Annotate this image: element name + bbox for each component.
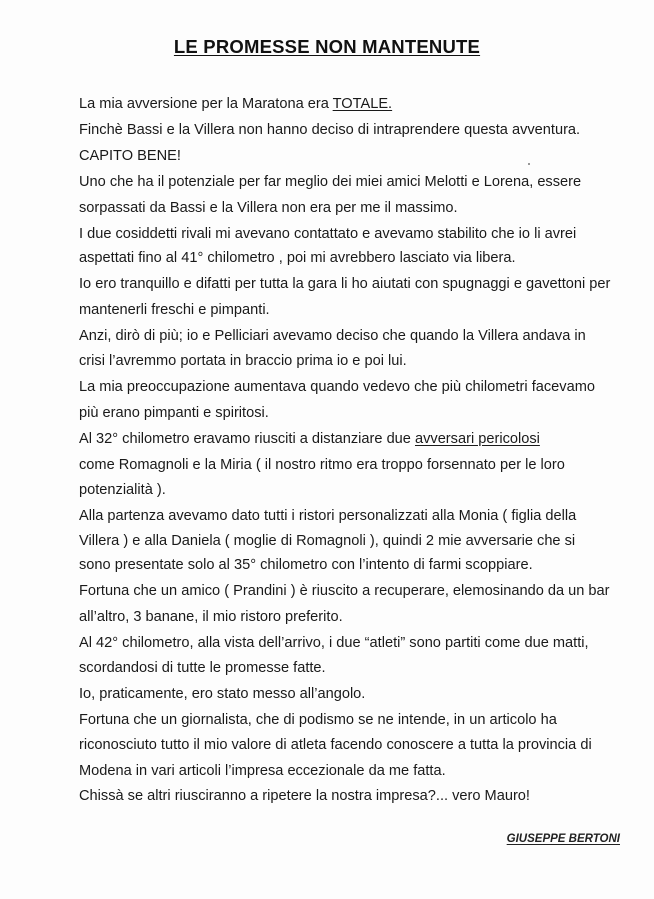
text-line: Finchè Bassi e la Villera non hanno deciso di intraprendere questa avventura. [79,122,581,138]
text-line: scordandosi di tutte le promesse fatte. [79,660,326,676]
text-line: crisi l’avremmo portata in braccio prima io e poi lui. [79,353,407,369]
text-line: Fortuna che un amico ( Prandini ) è riuscito a recuperare, elemosinando da un bar [79,583,610,599]
text-line: sono presentate solo al 35° chilometro con l’intento di farmi scoppiare. [79,557,533,573]
text-line: Uno che ha il potenziale per far meglio dei miei amici Melotti e Lorena, essere [79,174,582,190]
text-line: Alla partenza avevamo dato tutti i ristori personalizzati alla Monia ( figlia della [79,508,577,524]
text-line: Chissà se altri riusciranno a ripetere la nostra impresa?... vero Mauro! [79,788,530,804]
text-line: mantenerli freschi e pimpanti. [79,302,270,318]
text-line: Anzi, dirò di più; io e Pelliciari avevamo deciso che quando la Villera andava in [79,328,586,344]
text-line: riconosciuto tutto il mio valore di atleta facendo conoscere a tutta la provincia di [79,737,592,753]
signature: GIUSEPPE BERTONI [506,833,620,845]
text-line: come Romagnoli e la Miria ( il nostro ritmo era troppo forsennato per le loro [79,457,565,473]
text-line: La mia avversione per la Maratona era TOTALE. [79,96,393,112]
document-title: LE PROMESSE NON MANTENUTE [173,36,481,57]
text-line: La mia preoccupazione aumentava quando vedevo che più chilometri facevamo [79,379,595,395]
text-line: Io, praticamente, ero stato messo all’angolo. [79,686,366,702]
text-line: all’altro, 3 banane, il mio ristoro preferito. [79,609,343,625]
text-line: sorpassati da Bassi e la Villera non era per me il massimo. [79,200,458,216]
underlined-text: TOTALE. [332,96,393,112]
text-line: Al 32° chilometro eravamo riusciti a distanziare due avversari pericolosi [79,431,540,447]
text-line: Al 42° chilometro, alla vista dell’arrivo, i due “atleti” sono partiti come due matti, [79,635,589,651]
scan-speck [528,163,530,165]
text-line: Io ero tranquillo e difatti per tutta la gara li ho aiutati con spugnaggi e gavettoni per [79,276,611,292]
text-line: CAPITO BENE! [79,148,181,164]
text-line: potenzialità ). [79,482,166,498]
underlined-text: avversari pericolosi [414,431,540,447]
text-line: I due cosiddetti rivali mi avevano contattato e avevamo stabilito che io li avrei [79,226,577,242]
text-line: Modena in vari articoli l’impresa eccezionale da me fatta. [79,763,446,779]
text-line: aspettati fino al 41° chilometro , poi mi avrebbero lasciato via libera. [79,250,516,266]
text-line: Fortuna che un giornalista, che di podismo se ne intende, in un articolo ha [79,712,557,728]
text-line: più erano pimpanti e spiritosi. [79,405,269,421]
text-line: Villera ) e alla Daniela ( moglie di Romagnoli ), quindi 2 mie avversarie che si [79,533,576,549]
